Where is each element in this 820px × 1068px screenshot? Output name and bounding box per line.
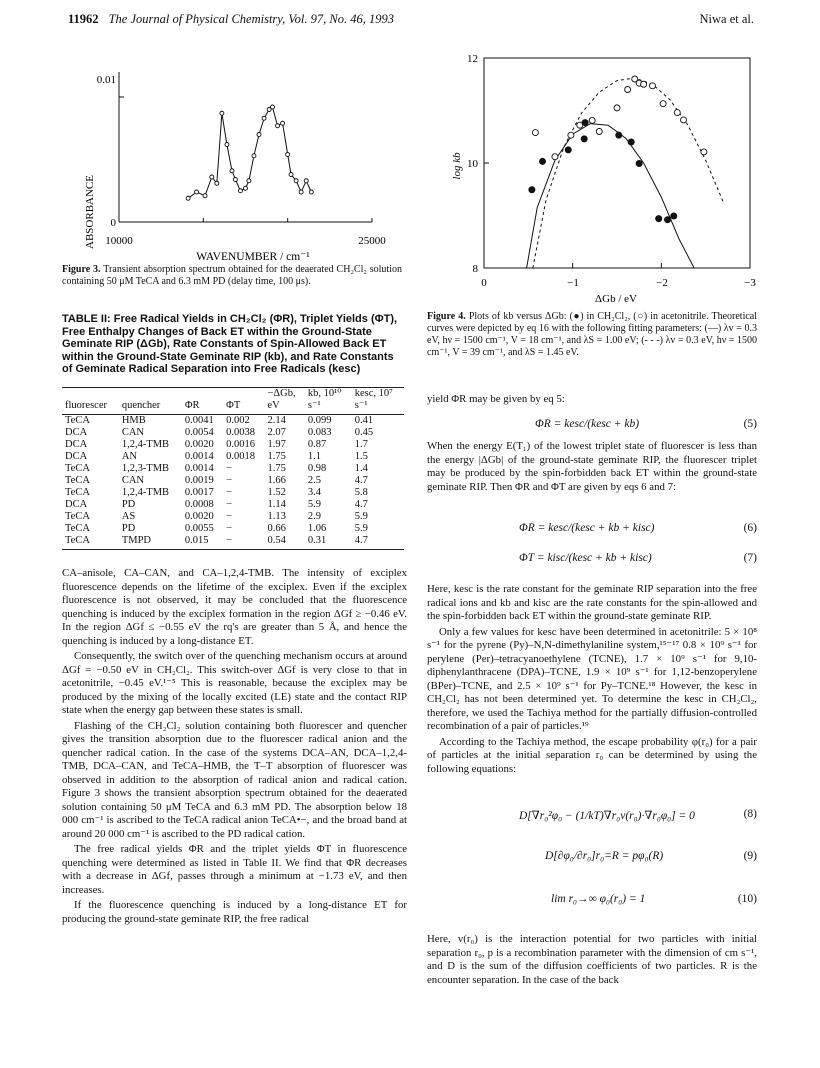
figure-4	[440, 36, 770, 308]
table-cell: 0.0020	[184, 511, 214, 522]
figure-4-xtick: 0	[481, 277, 487, 289]
figure-3-data-point	[186, 196, 190, 200]
table-row	[62, 463, 404, 475]
table-cell: AS	[121, 511, 136, 522]
table-cell: TeCA	[65, 475, 90, 486]
equation-7-body: ΦT = kisc/(kesc + kb + kisc)	[519, 552, 652, 564]
table-header-cell: ΦR	[182, 400, 223, 415]
table-cell: 1.66	[267, 475, 286, 486]
table-row	[62, 475, 404, 487]
table-cell: 1.14	[267, 499, 286, 510]
table-2	[62, 387, 404, 550]
table-header-cell	[62, 388, 119, 401]
equation-5-number: (5)	[743, 418, 757, 430]
figure-4-open-point	[532, 130, 538, 136]
table-cell: 0.0014	[184, 463, 214, 474]
figure-3-data-point	[195, 190, 199, 194]
figure-4-caption	[427, 311, 757, 359]
table-cell: 1.75	[267, 451, 286, 462]
table-cell: −	[226, 499, 233, 510]
table-cell: 0.0020	[184, 439, 214, 450]
table-header-cell: kesc, 10⁷	[354, 388, 393, 399]
figure-3-caption-label: Figure 3.	[62, 264, 101, 275]
table-row	[62, 487, 404, 499]
table-cell: −	[226, 511, 233, 522]
figure-4-filled-point	[540, 158, 546, 164]
figure-3-caption-text: Transient absorption spectrum obtained for the deaerated CH₂Cl₂ solution containing 50 μM TeCA and 6.3 mM PD (delay time, 100 μs).	[62, 264, 402, 287]
figure-3-data-point	[289, 173, 293, 177]
table-cell: 0.015	[182, 535, 223, 550]
table-cell: DCA	[65, 499, 88, 510]
table-row	[62, 439, 404, 451]
table-cell: AN	[121, 451, 137, 462]
table-cell: 0.98	[307, 463, 327, 474]
equation-10-body: lim r₀→∞ φ₀(r₀) = 1	[551, 893, 646, 905]
table-cell: 4.7	[352, 535, 404, 550]
figure-3-caption	[62, 264, 402, 288]
table-header-row	[62, 400, 404, 415]
table-cell: 0.083	[307, 427, 332, 438]
table-cell: 2.14	[267, 415, 286, 426]
table-cell: 0.0018	[226, 451, 256, 462]
table-cell: −	[226, 523, 233, 534]
table-cell: DCA	[65, 439, 88, 450]
figure-4-filled-point	[628, 139, 634, 145]
table-2-body	[62, 415, 404, 550]
figure-4-filled-point	[656, 216, 662, 222]
paragraph: When the energy E(T₁) of the lowest triplet state of fluorescer is less than the energy |ΔGb| of the ground-state geminate RIP, the fluorescer triplet may be produced by the spin-forbidden back ET within the ground-state geminate RIP. Then ΦR and ΦT are given by eqs 6 and 7:	[427, 440, 757, 493]
right-column-text	[427, 583, 757, 778]
table-cell: 5.9	[354, 523, 368, 534]
table-header-cell: fluorescer	[62, 400, 119, 415]
table-cell: 1.75	[267, 463, 286, 474]
figure-3-data-point	[220, 111, 224, 115]
table-cell: −	[226, 475, 233, 486]
paragraph: Flashing of the CH₂Cl₂ solution containing both fluorescer and quencher gives the transition absorption due to the fluorescer radical anion and the quencher radical cation. In the case of the systems DCA–AN, DCA–1,2,4-TMB, DCA–CAN, and TeCA–HMB, the T–T absorption of fluorescer was observed in addition to the absorption of radical anion and radical cation. Figure 3 shows the transient absorption spectrum obtained for the deaerated solution containing 50 μM TeCA and 6.3 mM PD. The absorption below 18 000 cm⁻¹ is ascribed to the TeCA radical anion TeCA•−, and the broad band at around 20 000 cm⁻¹ is ascribed to the PD radical cation.	[62, 719, 407, 840]
table-cell: 0.66	[267, 523, 286, 534]
equation-8	[427, 808, 757, 826]
table-cell: 0.0041	[184, 415, 214, 426]
paragraph: Here, kesc is the rate constant for the geminate RIP separation into the free radical ions and kb and kisc are the rate constants for the spin-allowed and the spin-forbidden back ET within the ground-state geminate RIP.	[427, 583, 757, 622]
equation-6-body: ΦR = kesc/(kesc + kb + kisc)	[519, 522, 655, 534]
left-column-text	[62, 567, 407, 928]
equation-10-number: (10)	[737, 893, 757, 905]
table-cell: 0.002	[226, 415, 250, 426]
equation-8-body: D[∇r₀²φ₀ − (1/kT)∇r₀v(r₀)·∇r₀φ₀] = 0	[519, 810, 695, 822]
equation-7	[427, 552, 757, 568]
right-column-text	[427, 933, 757, 989]
figure-3	[60, 36, 415, 286]
equation-5-body: ΦR = kesc/(kesc + kb)	[535, 418, 640, 430]
journal-citation: The Journal of Physical Chemistry, Vol. 97, No. 46, 1993	[108, 12, 394, 26]
table-cell: 0.0008	[184, 499, 214, 510]
table-cell: 0.0038	[226, 427, 256, 438]
equation-9	[427, 850, 757, 868]
table-cell: 1,2,4-TMB	[121, 439, 170, 450]
figure-4-open-point	[660, 101, 666, 107]
figure-3-xtick-left: 10000	[105, 235, 133, 247]
figure-4-open-point	[681, 117, 687, 123]
table-cell: CAN	[121, 475, 144, 486]
table-cell: 1.06	[307, 523, 327, 534]
figure-3-data-point	[247, 179, 251, 183]
figure-4-open-point	[589, 117, 595, 123]
equation-10	[427, 893, 757, 911]
table-cell: TeCA	[62, 535, 119, 550]
table-cell: 0.0016	[226, 439, 256, 450]
table-cell: DCA	[65, 451, 88, 462]
table-cell: 1.7	[354, 439, 368, 450]
table-cell: 4.7	[354, 475, 368, 486]
figure-4-dashed-curve	[533, 78, 724, 268]
table-header-cell: eV	[264, 400, 304, 415]
table-cell: 4.7	[354, 499, 368, 510]
figure-4-xtick: −1	[567, 277, 579, 289]
figure-4-open-point	[701, 149, 707, 155]
table-row	[62, 415, 404, 428]
figure-4-open-point	[568, 132, 574, 138]
figure-4-open-point	[625, 87, 631, 93]
equation-6-number: (6)	[743, 522, 757, 534]
right-column-text	[427, 440, 757, 496]
table-header-cell	[223, 388, 264, 401]
figure-3-data-point	[281, 121, 285, 125]
figure-3-data-point	[244, 186, 248, 190]
figure-3-data-point	[276, 124, 280, 128]
figure-4-filled-point	[582, 120, 588, 126]
equation-9-number: (9)	[743, 850, 757, 862]
figure-4-ytick-bottom: 8	[472, 263, 478, 275]
right-column-text	[427, 393, 757, 409]
paragraph: Consequently, the switch over of the quenching mechanism occurs at around ΔGf = −0.50 eV in CH₂Cl₂. This switch-over ΔGf is very close to that in acetonitrile, −0.45 eV.¹⁻⁵ This is reasonable, because the exciplex may be produced by the mixing of the locally excited (LE) state and the contact RIP state when the energy gap between these states is small.	[62, 650, 407, 716]
table-cell: 1.52	[267, 487, 286, 498]
table-cell: TeCA	[65, 487, 90, 498]
figure-4-ytick-top: 12	[467, 53, 478, 65]
table-header-cell: kb, 10¹⁰	[307, 388, 342, 399]
table-header-cell: s⁻¹	[305, 400, 352, 415]
paragraph: According to the Tachiya method, the escape probability φ(r₀) for a pair of particles at the initial separation r₀ can be determined by using the following equations:	[427, 735, 757, 775]
figure-3-data-point	[215, 181, 219, 185]
equation-5	[427, 418, 757, 434]
figure-3-data-point	[286, 153, 290, 157]
figure-4-open-point	[614, 105, 620, 111]
equation-8-number: (8)	[743, 808, 757, 820]
figure-4-open-point	[596, 129, 602, 135]
figure-4-frame	[484, 58, 750, 268]
table-cell: 3.4	[307, 487, 321, 498]
figure-3-data-point	[299, 190, 303, 194]
table-cell: 2.9	[307, 511, 321, 522]
figure-3-data-point	[230, 169, 234, 173]
table-cell: −	[226, 463, 233, 474]
table-cell: CAN	[121, 427, 144, 438]
figure-3-data-point	[309, 190, 313, 194]
table-2-grid	[62, 387, 404, 550]
paragraph: Only a few values for kesc have been determined in acetonitrile: 5 × 10⁸ s⁻¹ for the pyrene (Py)–N,N-dimethylaniline system,¹⁵⁻¹⁷ 0.8 × 10⁹ s⁻¹ for perylene (Per)–tetracyanoethylene (TCNE), 1.7 × 10⁹ s⁻¹ for 9,10-diphenylanthracene (DPA)–TCNE, 1.9 × 10⁹ s⁻¹ for 1,12-benzoperylene (BPer)–TCNE, and 2.5 × 10⁹ s⁻¹ for Py–TCNE.¹⁸ However, the kesc in CH₂Cl₂ has not been determined yet. To determine the kesc in CH₂Cl₂, therefore, we used the Tachiya method for the partially diffusion-controlled recombination of a pair of particles.¹⁹	[427, 625, 757, 732]
figure-4-chart	[440, 36, 770, 308]
figure-3-ytick-bottom: 0	[110, 217, 116, 229]
table-cell: TMPD	[119, 535, 182, 550]
table-cell: PD	[121, 499, 136, 510]
running-header	[68, 12, 394, 27]
figure-3-data-point	[238, 189, 242, 193]
figure-4-xlabel: ΔGb / eV	[595, 293, 637, 305]
table-row	[62, 427, 404, 439]
table-cell: PD	[121, 523, 136, 534]
table-cell: 1.5	[354, 451, 368, 462]
figure-3-data-point	[257, 133, 261, 137]
paragraph: yield ΦR may be given by eq 5:	[427, 393, 565, 405]
figure-3-ylabel: ABSORBANCE	[84, 175, 96, 249]
figure-4-filled-point	[581, 136, 587, 142]
figure-4-xtick: −3	[744, 277, 756, 289]
table-cell: 0.41	[354, 415, 374, 426]
table-cell: TeCA	[65, 523, 90, 534]
table-cell: 0.0054	[184, 427, 214, 438]
figure-4-filled-point	[529, 187, 535, 193]
figure-3-data-point	[210, 175, 214, 179]
equation-9-body: D[∂φ₀/∂r₀]r₀=R = pφ₀(R)	[545, 850, 664, 862]
table-cell: 2.5	[307, 475, 321, 486]
figure-4-caption-label: Figure 4.	[427, 311, 466, 322]
table-cell: −	[226, 487, 233, 498]
figure-3-chart	[60, 36, 415, 286]
table-cell: TeCA	[65, 415, 90, 426]
table-row	[62, 499, 404, 511]
figure-4-ylabel: log kb	[451, 152, 463, 180]
table-cell: 0.31	[305, 535, 352, 550]
table-header-cell: −ΔGb,	[267, 388, 296, 399]
figure-3-xtick-right: 25000	[358, 235, 386, 247]
table-cell: 5.9	[354, 511, 368, 522]
equation-7-number: (7)	[743, 552, 757, 564]
table-cell: 1.1	[307, 451, 321, 462]
table-cell: TeCA	[65, 511, 90, 522]
figure-3-spectrum-line	[188, 107, 311, 198]
equation-6	[427, 522, 757, 538]
figure-4-ytick-mid: 10	[467, 158, 478, 170]
figure-4-filled-point	[665, 217, 671, 223]
figure-4-filled-point	[671, 213, 677, 219]
authors-header: Niwa et al.	[699, 12, 754, 26]
page-number: 11962	[68, 12, 99, 26]
figure-3-data-point	[233, 178, 237, 182]
table-cell: 0.099	[307, 415, 332, 426]
table-cell: 1.97	[267, 439, 286, 450]
table-cell: 0.0014	[184, 451, 214, 462]
table-cell: HMB	[121, 415, 146, 426]
table-cell: 5.8	[354, 487, 368, 498]
figure-4-filled-point	[636, 161, 642, 167]
table-row	[62, 511, 404, 523]
table-header-cell: s⁻¹	[352, 400, 404, 415]
figure-4-filled-point	[565, 147, 571, 153]
paragraph: The free radical yields ΦR and the triplet yields ΦT in fluorescence quenching were determined as listed in Table II. We find that ΦR decreases with a decrease in ΔGf, passes through a minimum at −1.73 eV, and then increases.	[62, 843, 407, 896]
figure-4-open-point	[641, 81, 647, 87]
table-cell: DCA	[65, 427, 88, 438]
table-cell: 0.45	[354, 427, 374, 438]
paragraph: CA–anisole, CA–CAN, and CA–1,2,4-TMB. The intensity of exciplex fluorescence depends on the lifetime of the exciplex. Even if the exciplex fluorescence is not observed, it may be concluded that the fluorescence quenching is induced by the exciplex formation in the region ΔGf ≥ −0.46 eV. In the region ΔGf ≤ −0.55 eV the rq's are greater than 5 Å, and hence the quenching is induced by a long-distance ET.	[62, 567, 407, 647]
table-cell: 5.9	[307, 499, 321, 510]
figure-3-data-point	[203, 194, 207, 198]
figure-4-filled-point	[616, 132, 622, 138]
figure-3-data-point	[294, 179, 298, 183]
figure-3-xlabel: WAVENUMBER / cm⁻¹	[196, 251, 310, 263]
table-cell: 1,2,3-TMB	[121, 463, 170, 474]
table-cell: 1.13	[267, 511, 286, 522]
table-header-cell	[119, 388, 182, 401]
table-cell: 0.0055	[184, 523, 214, 534]
figure-3-data-point	[252, 154, 256, 158]
table-cell: 0.0019	[184, 475, 214, 486]
table-row	[62, 535, 404, 550]
figure-4-solid-curve	[527, 124, 697, 274]
table-cell: 1,2,4-TMB	[121, 487, 170, 498]
paragraph: Here, v(r₀) is the interaction potential for two particles with initial separation r₀, p is a recombination parameter with the dimension of cm s⁻¹, and D is the sum of the diffusion coefficients of two particles. R is the encounter separation. In the case of the back	[427, 933, 757, 986]
table-header-row	[62, 388, 404, 401]
figure-4-xtick: −2	[656, 277, 668, 289]
table-cell: TeCA	[65, 463, 90, 474]
table-header-cell: ΦT	[223, 400, 264, 415]
figure-3-data-point	[304, 179, 308, 183]
figure-4-caption-text: Plots of kb versus ΔGb: (●) in CH₂Cl₂, (○) in acetonitrile. Theoretical curves were depicted by eq 16 with the following fitting parameters: (—) λv = 0.3 eV, hν = 1500 cm⁻¹, V = 18 cm⁻¹, and λS = 1.00 eV; (- - -) λv = 0.3 eV, hν = 1500 cm⁻¹, V = 39 cm⁻¹, and λS = 1.45 eV.	[427, 311, 757, 358]
figure-3-data-point	[270, 105, 274, 109]
figure-4-open-point	[552, 154, 558, 160]
table-row	[62, 451, 404, 463]
figure-4-open-point	[674, 110, 680, 116]
table-2-title: TABLE II: Free Radical Yields in CH₂Cl₂ (ΦR), Triplet Yields (ΦT), Free Enthalpy Changes of Back ET within the Ground-State Geminate RIP (ΔGb), Rate Constants of Spin-Allowed Back ET within the Ground-State Geminate RIP (kb), and Rate Constants of Geminate Radical Separation into Free Radicals (kesc)	[62, 313, 398, 375]
table-cell: −	[223, 535, 264, 550]
table-cell: 0.0017	[184, 487, 214, 498]
table-header-cell: quencher	[119, 400, 182, 415]
table-cell: 0.54	[264, 535, 304, 550]
table-cell: 0.87	[307, 439, 327, 450]
table-header-cell	[182, 388, 223, 401]
table-cell: 2.07	[267, 427, 286, 438]
paragraph: If the fluorescence quenching is induced by a long-distance ET for producing the ground-state geminate RIP, the free radical	[62, 899, 407, 925]
figure-3-data-point	[225, 143, 229, 147]
table-row	[62, 523, 404, 535]
figure-3-ytick-top: 0.01	[96, 74, 116, 86]
figure-4-open-point	[649, 83, 655, 89]
table-cell: 1.4	[354, 463, 368, 474]
figure-3-data-point	[262, 116, 266, 120]
